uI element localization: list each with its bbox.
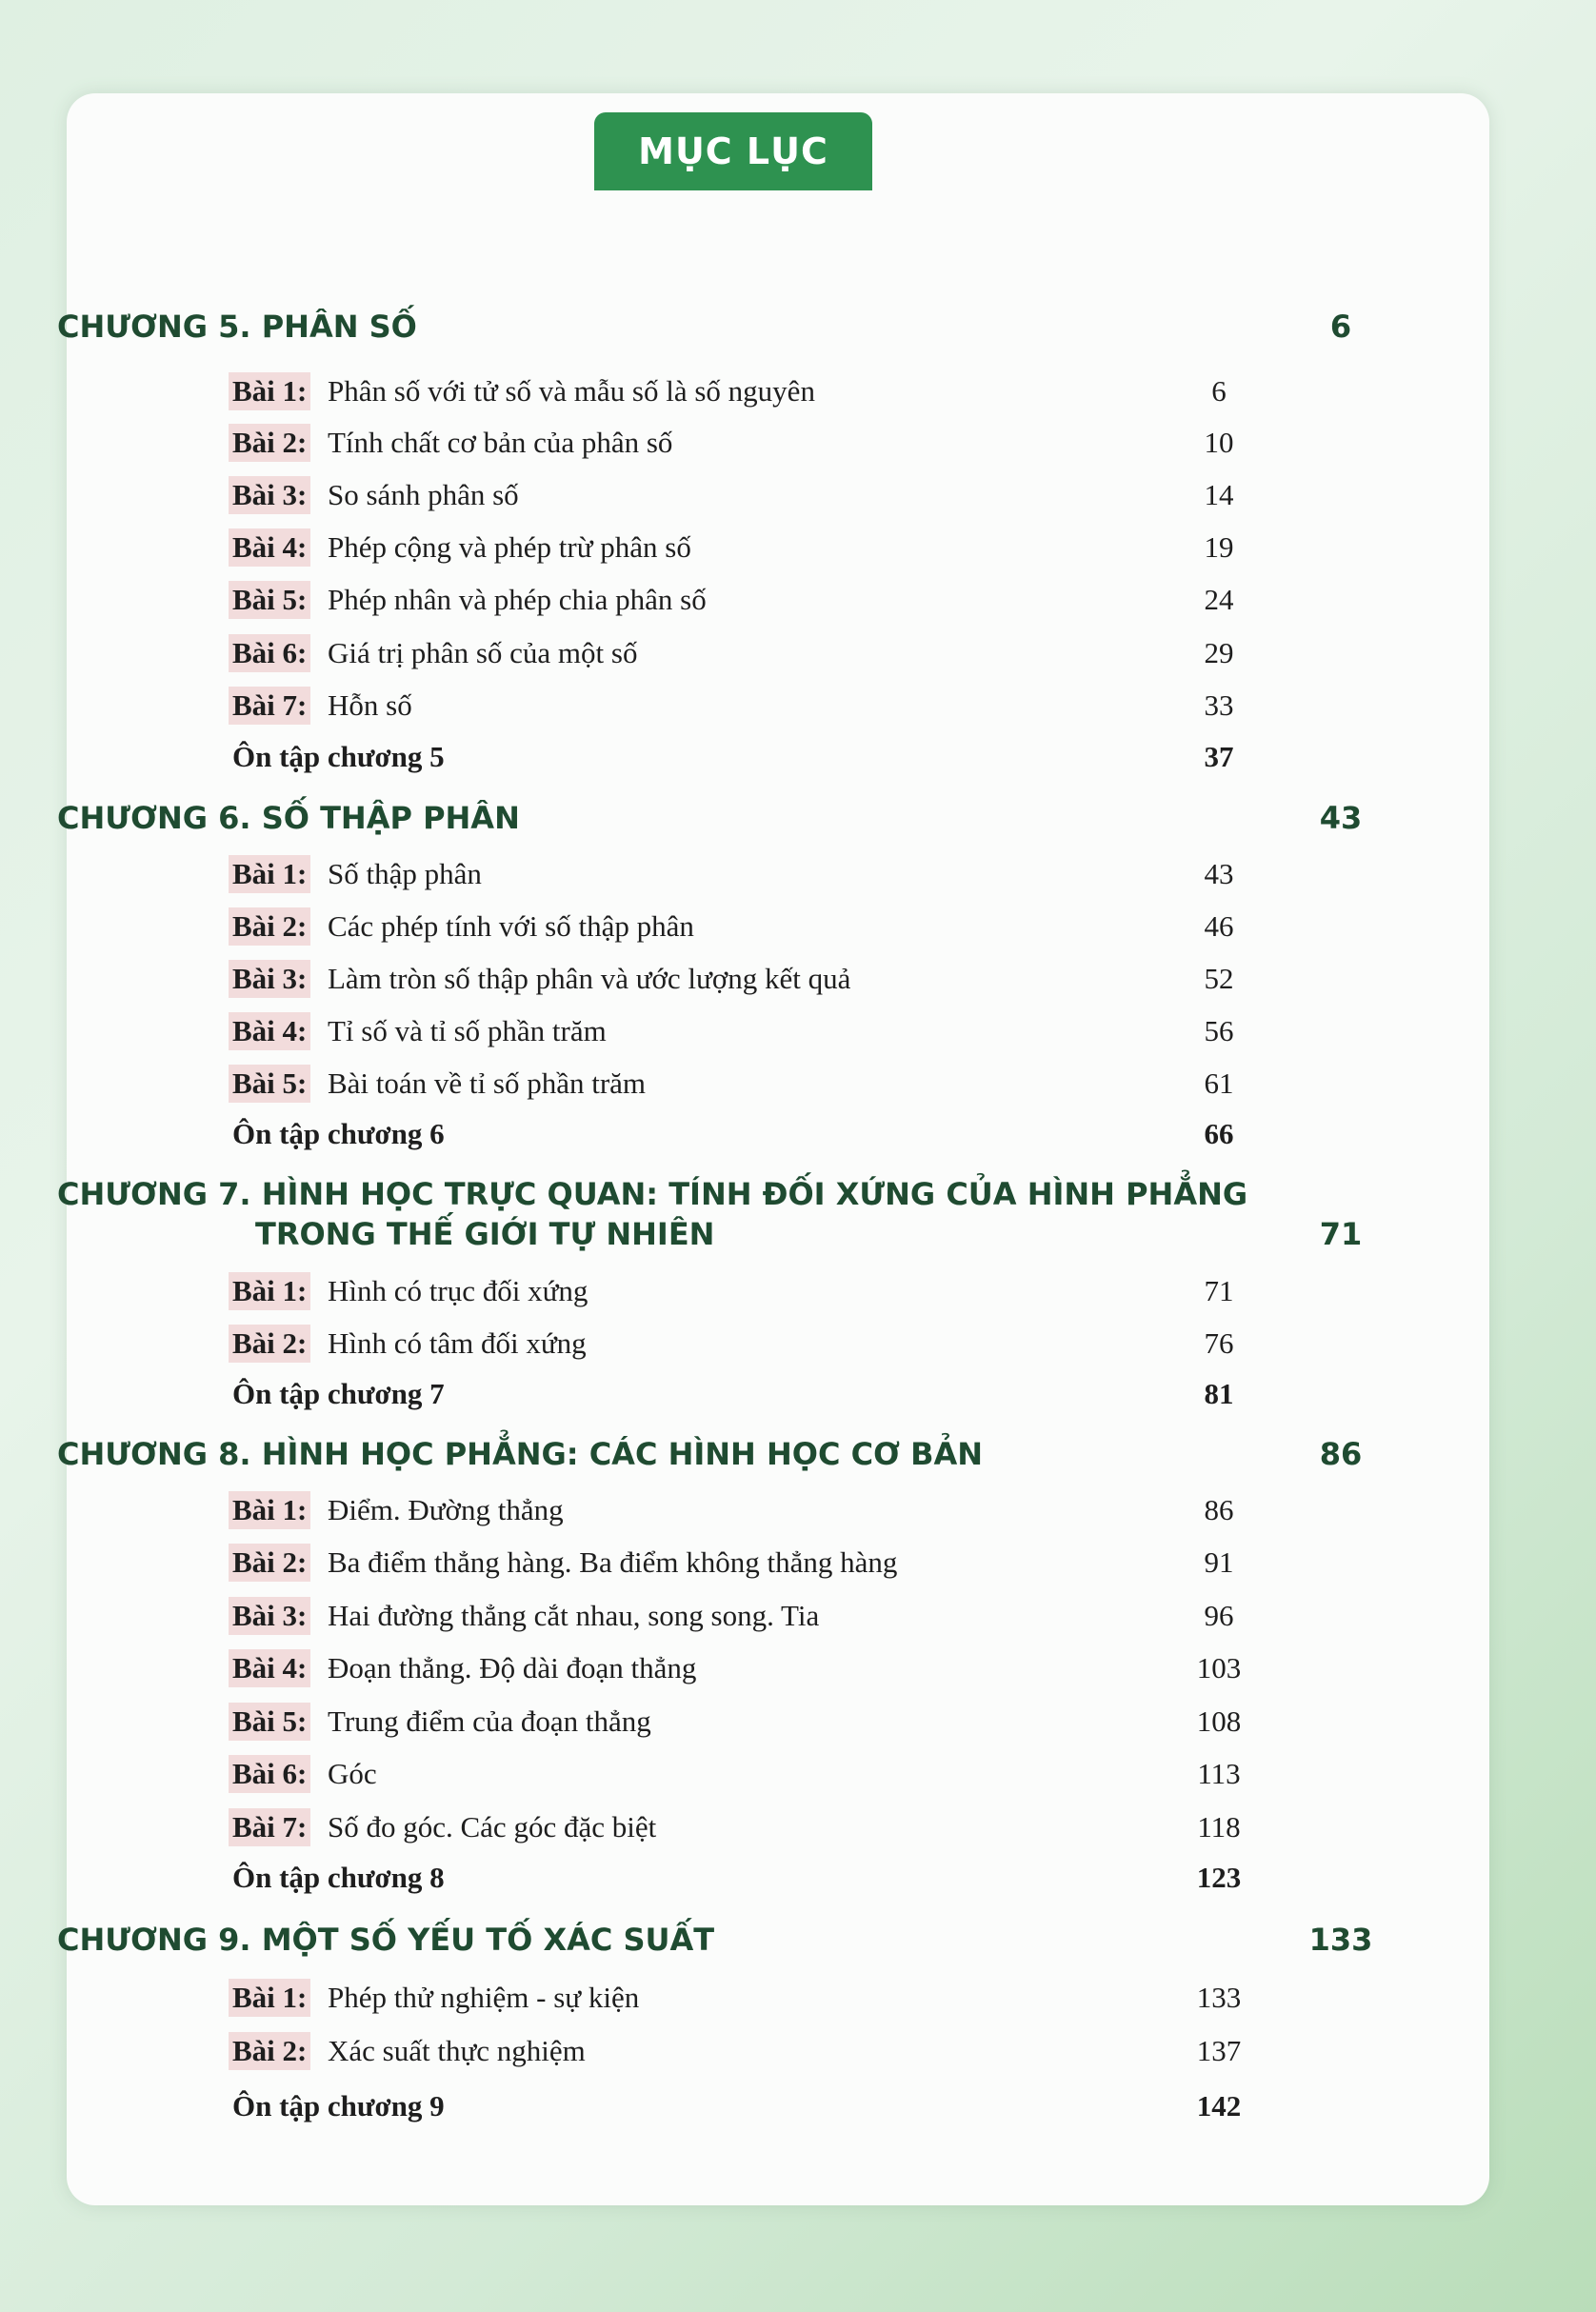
- toc-entry[interactable]: [229, 958, 1400, 1000]
- lesson-page: 76: [1204, 1326, 1234, 1360]
- lesson-title: Bài toán về tỉ số phần trăm: [328, 1066, 647, 1100]
- lesson-title: Đoạn thẳng. Độ dài đoạn thẳng: [328, 1651, 697, 1684]
- chapter-page: 6: [1329, 309, 1352, 345]
- toc-entry[interactable]: [229, 1753, 1400, 1795]
- review-title: Ôn tập chương 5: [232, 740, 445, 773]
- lesson-page: 133: [1196, 1981, 1242, 2014]
- chapter-review-entry[interactable]: [229, 1857, 1400, 1899]
- lesson-page: 118: [1197, 1810, 1241, 1844]
- lesson-page: 137: [1196, 2034, 1242, 2067]
- lesson-page: 56: [1204, 1014, 1234, 1047]
- review-title: Ôn tập chương 8: [232, 1861, 445, 1894]
- toc-entry[interactable]: [229, 1977, 1400, 2019]
- lesson-label: Bài 3:: [229, 1597, 310, 1635]
- lesson-title: Trung điểm của đoạn thẳng: [328, 1704, 651, 1738]
- lesson-page: 86: [1204, 1493, 1234, 1526]
- review-title: Ôn tập chương 7: [232, 1377, 445, 1410]
- lesson-title: Phân số với tử số và mẫu số là số nguyên: [328, 374, 815, 408]
- lesson-label: Bài 3:: [229, 960, 310, 998]
- toc-entry[interactable]: [229, 1323, 1400, 1365]
- review-page: 123: [1196, 1861, 1242, 1894]
- chapter-review-entry[interactable]: [229, 1373, 1400, 1415]
- lesson-label: Bài 4:: [229, 1649, 310, 1687]
- lesson-title: Hai đường thẳng cắt nhau, song song. Tia: [328, 1599, 820, 1632]
- lesson-page: 24: [1204, 583, 1234, 616]
- chapter-review-entry[interactable]: [229, 736, 1400, 778]
- lesson-title: Xác suất thực nghiệm: [328, 2034, 586, 2067]
- lesson-page: 6: [1211, 374, 1227, 408]
- toc-entry[interactable]: [229, 632, 1400, 674]
- lesson-title: Phép nhân và phép chia phân số: [328, 583, 707, 616]
- lesson-page: 113: [1197, 1757, 1241, 1790]
- lesson-page: 29: [1204, 636, 1234, 669]
- lesson-page: 52: [1204, 962, 1234, 995]
- lesson-label: Bài 2:: [229, 907, 310, 946]
- lesson-page: 43: [1204, 857, 1234, 890]
- lesson-label: Bài 2:: [229, 1544, 310, 1582]
- chapter-review-entry[interactable]: [229, 1113, 1400, 1155]
- toc-entry[interactable]: [229, 1647, 1400, 1689]
- lesson-page: 19: [1204, 530, 1234, 564]
- lesson-title: Số thập phân: [328, 857, 482, 890]
- lesson-page: 33: [1204, 688, 1234, 722]
- chapter-title: CHƯƠNG 8. HÌNH HỌC PHẲNG: CÁC HÌNH HỌC CƠ BẢN: [57, 1436, 984, 1472]
- lesson-label: Bài 5:: [229, 1703, 310, 1741]
- lesson-title: Làm tròn số thập phân và ước lượng kết quả: [328, 962, 851, 995]
- lesson-page: 96: [1204, 1599, 1234, 1632]
- lesson-label: Bài 2:: [229, 424, 310, 462]
- lesson-label: Bài 3:: [229, 476, 310, 514]
- toc-entry[interactable]: [229, 579, 1400, 621]
- chapter-page: 71: [1319, 1216, 1363, 1252]
- lesson-label: Bài 1:: [229, 1491, 310, 1529]
- lesson-title: Ba điểm thẳng hàng. Ba điểm không thẳng hàng: [328, 1545, 898, 1579]
- toc-entry[interactable]: [229, 370, 1400, 412]
- review-page: 81: [1204, 1377, 1234, 1410]
- lesson-label: Bài 1:: [229, 1272, 310, 1310]
- lesson-label: Bài 7:: [229, 1808, 310, 1846]
- toc-entry[interactable]: [229, 906, 1400, 947]
- lesson-page: 103: [1196, 1651, 1242, 1684]
- chapter-title: CHƯƠNG 9. MỘT SỐ YẾU TỐ XÁC SUẤT: [57, 1922, 715, 1958]
- toc-entry[interactable]: [229, 1010, 1400, 1052]
- lesson-title: Hỗn số: [328, 688, 412, 722]
- chapter-page: 43: [1319, 800, 1363, 836]
- lesson-page: 61: [1204, 1066, 1234, 1100]
- toc-title: MỤC LỤC: [594, 112, 872, 190]
- lesson-title: Phép cộng và phép trừ phân số: [328, 530, 691, 564]
- review-title: Ôn tập chương 6: [232, 1117, 445, 1150]
- review-page: 142: [1196, 2089, 1242, 2123]
- lesson-label: Bài 5:: [229, 581, 310, 619]
- lesson-page: 46: [1204, 909, 1234, 943]
- lesson-label: Bài 7:: [229, 687, 310, 725]
- review-page: 37: [1204, 740, 1234, 773]
- lesson-page: 108: [1196, 1704, 1242, 1738]
- toc-entry[interactable]: [229, 1806, 1400, 1848]
- toc-entry[interactable]: [229, 474, 1400, 516]
- toc-entry[interactable]: [229, 853, 1400, 895]
- lesson-page: 10: [1204, 426, 1234, 459]
- lesson-label: Bài 2:: [229, 2032, 310, 2070]
- lesson-label: Bài 1:: [229, 1979, 310, 2017]
- lesson-label: Bài 6:: [229, 1755, 310, 1793]
- lesson-title: Phép thử nghiệm - sự kiện: [328, 1981, 640, 2014]
- toc-entry[interactable]: [229, 527, 1400, 568]
- chapter-title: CHƯƠNG 7. HÌNH HỌC TRỰC QUAN: TÍNH ĐỐI XỨNG CỦA HÌNH PHẲNG: [57, 1176, 1248, 1212]
- toc-entry[interactable]: [229, 1542, 1400, 1584]
- toc-entry[interactable]: [229, 1063, 1400, 1105]
- lesson-title: So sánh phân số: [328, 478, 519, 511]
- lesson-title: Hình có trục đối xứng: [328, 1274, 589, 1307]
- review-title: Ôn tập chương 9: [232, 2089, 445, 2123]
- review-page: 66: [1204, 1117, 1234, 1150]
- chapter-title: CHƯƠNG 5. PHÂN SỐ: [57, 309, 417, 345]
- lesson-title: Các phép tính với số thập phân: [328, 909, 694, 943]
- lesson-title: Hình có tâm đối xứng: [328, 1326, 587, 1360]
- lesson-label: Bài 6:: [229, 634, 310, 672]
- lesson-label: Bài 4:: [229, 1012, 310, 1050]
- chapter-title-line2: TRONG THẾ GIỚI TỰ NHIÊN: [255, 1216, 715, 1252]
- toc-entry[interactable]: [229, 422, 1400, 464]
- chapter-review-entry[interactable]: [229, 2085, 1400, 2127]
- toc-entry[interactable]: [229, 1489, 1400, 1531]
- chapter-page: 86: [1319, 1436, 1363, 1472]
- lesson-label: Bài 5:: [229, 1065, 310, 1103]
- lesson-page: 91: [1204, 1545, 1234, 1579]
- toc-entry[interactable]: [229, 1595, 1400, 1637]
- lesson-title: Tính chất cơ bản của phân số: [328, 426, 673, 459]
- toc-entry[interactable]: [229, 2030, 1400, 2072]
- lesson-title: Giá trị phân số của một số: [328, 636, 638, 669]
- lesson-label: Bài 1:: [229, 855, 310, 893]
- toc-entry[interactable]: [229, 685, 1400, 727]
- chapter-page: 133: [1308, 1922, 1373, 1958]
- lesson-page: 14: [1204, 478, 1234, 511]
- toc-entry[interactable]: [229, 1701, 1400, 1743]
- lesson-label: Bài 4:: [229, 528, 310, 567]
- lesson-label: Bài 2:: [229, 1325, 310, 1363]
- lesson-title: Điểm. Đường thẳng: [328, 1493, 564, 1526]
- lesson-page: 71: [1204, 1274, 1234, 1307]
- lesson-title: Tỉ số và tỉ số phần trăm: [328, 1014, 607, 1047]
- toc-entry[interactable]: [229, 1270, 1400, 1312]
- lesson-title: Số đo góc. Các góc đặc biệt: [328, 1810, 657, 1844]
- lesson-label: Bài 1:: [229, 372, 310, 410]
- chapter-title: CHƯƠNG 6. SỐ THẬP PHÂN: [57, 800, 520, 836]
- lesson-title: Góc: [328, 1757, 377, 1790]
